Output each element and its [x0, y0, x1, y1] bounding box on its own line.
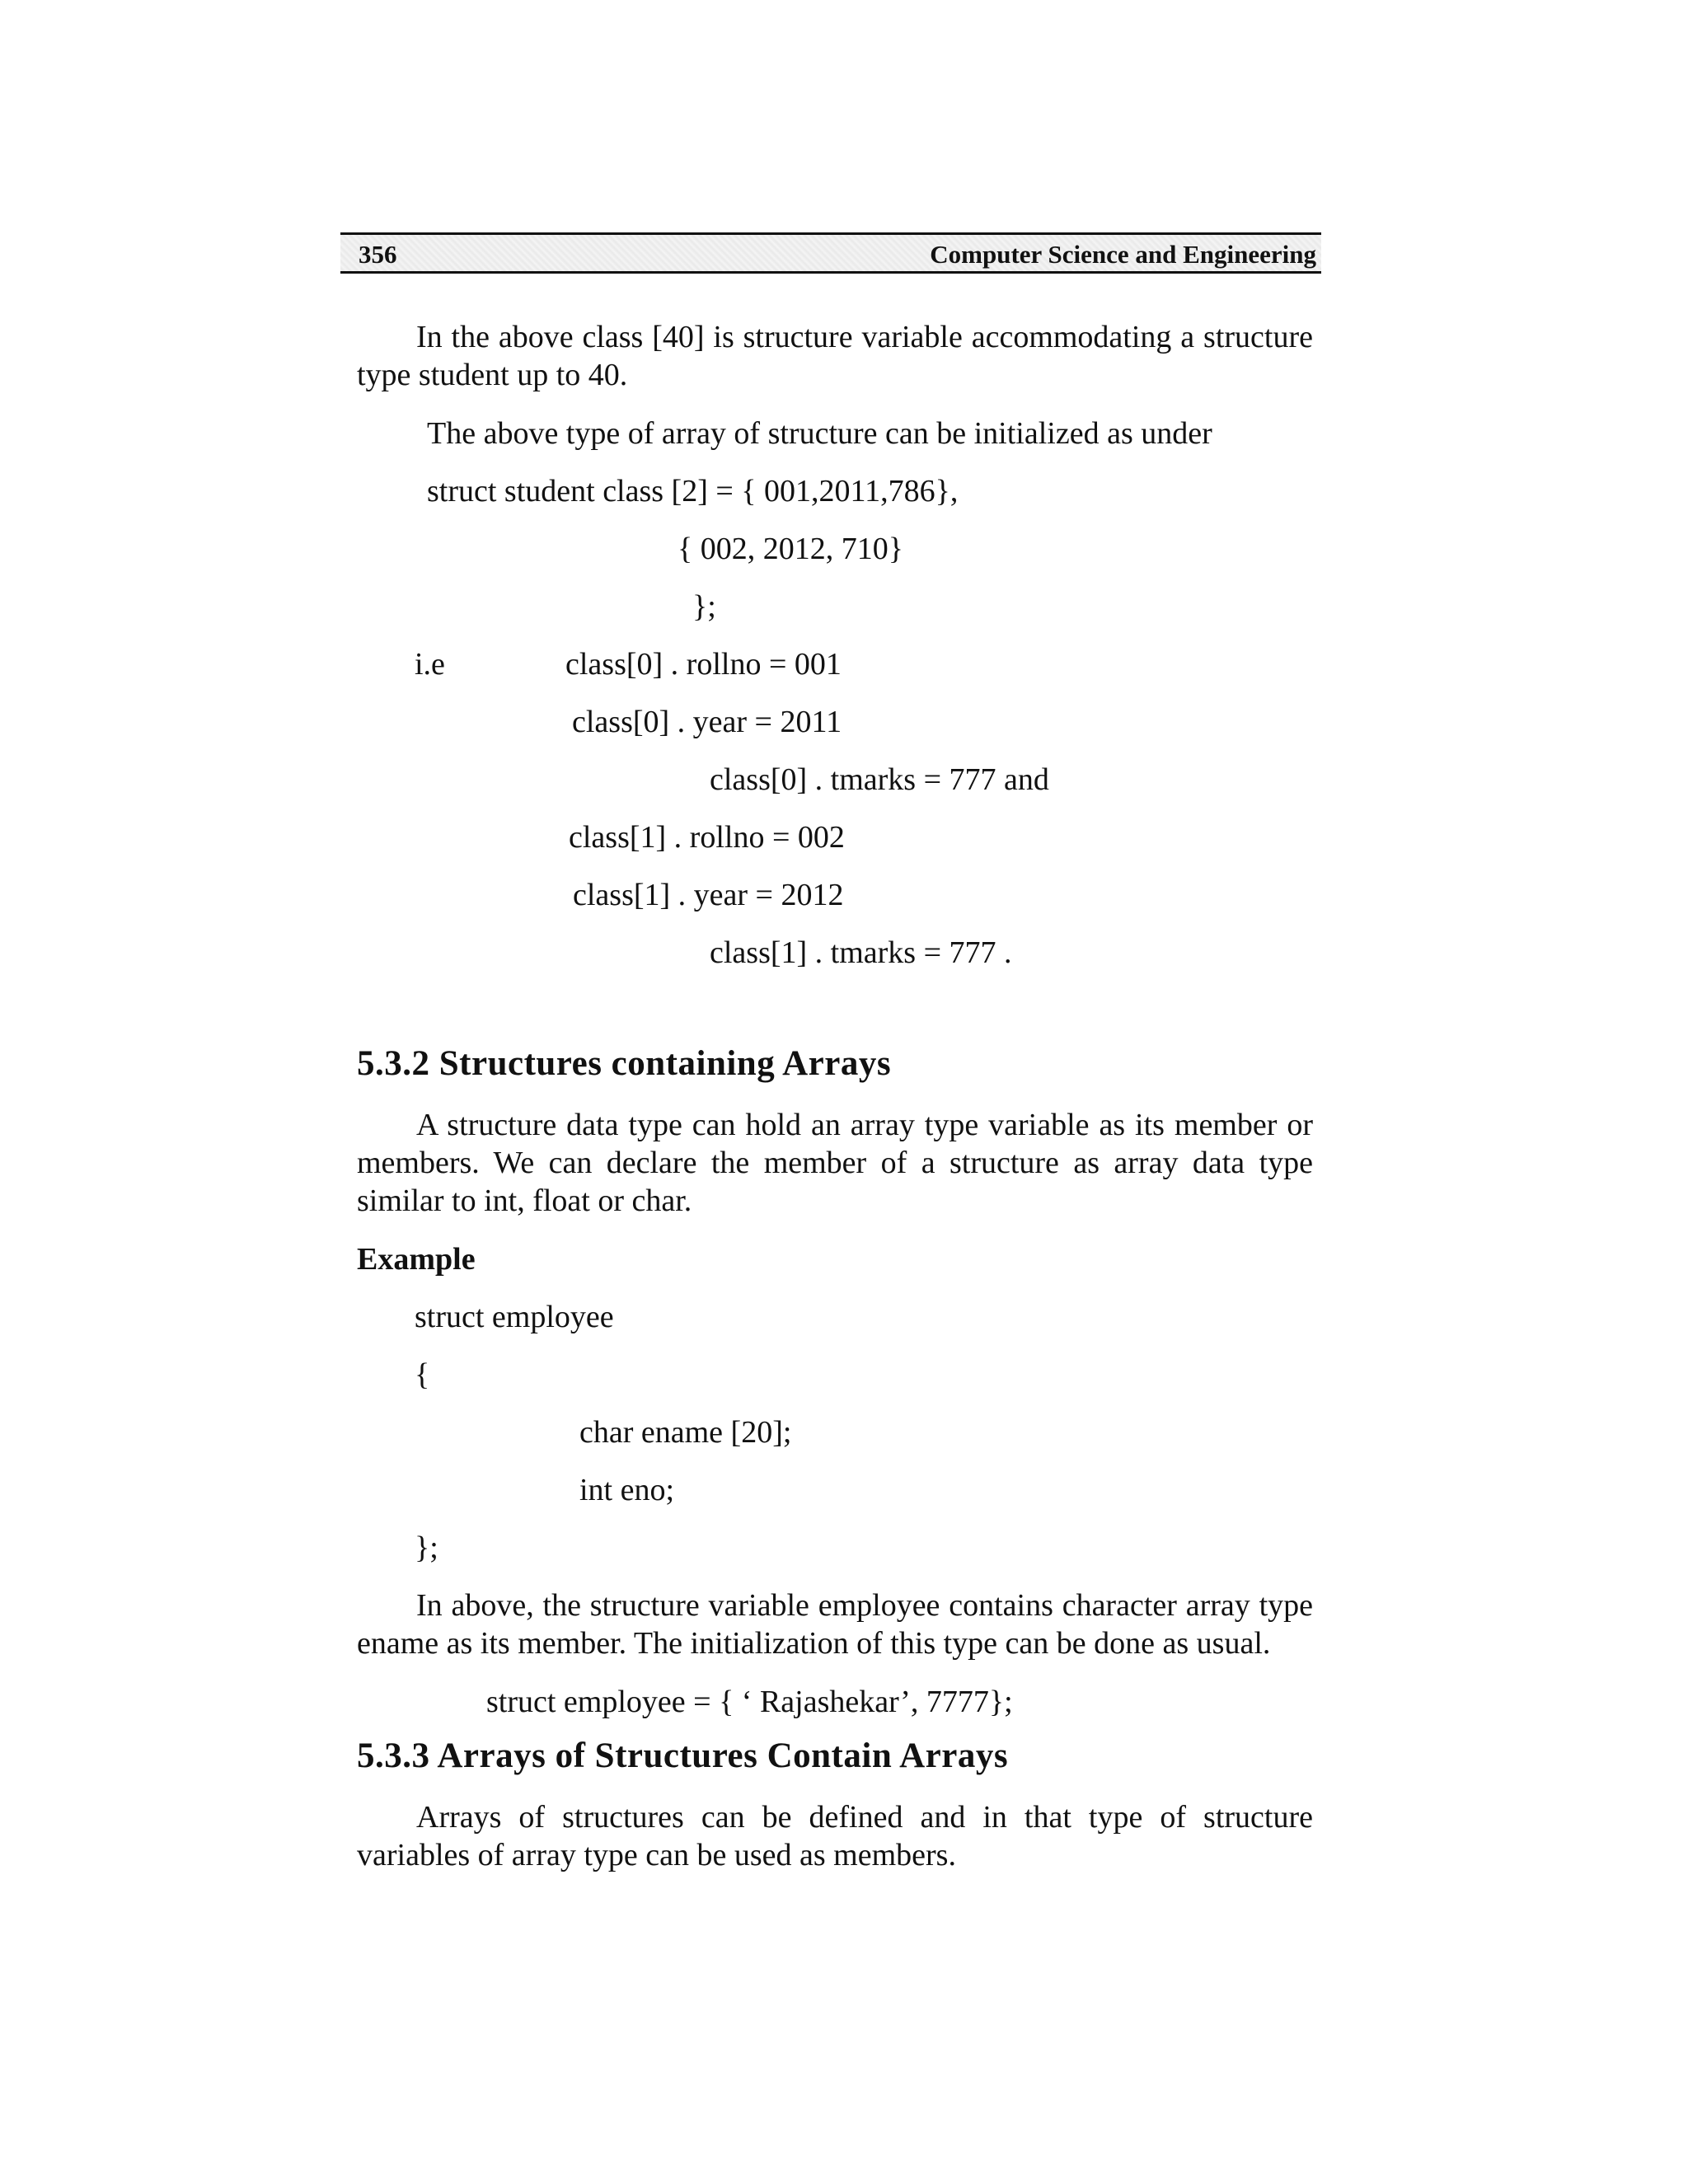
paragraph-structure-arrays: A structure data type can hold an array type variable as its member or members. We can declare the member of a structure as array data type similar to int, float or char.	[357, 1108, 1313, 1218]
ie-line-3: class[0] . tmarks = 777 and	[710, 762, 1049, 797]
code-employee-line-4: int eno;	[579, 1473, 675, 1507]
page-header	[340, 232, 1321, 274]
ie-line-2: class[0] . year = 2011	[572, 705, 842, 739]
example-label: Example	[357, 1242, 476, 1277]
code-employee-line-5: };	[415, 1530, 438, 1565]
code-init-line-1: struct student class [2] = { 001,2011,786},	[427, 474, 959, 509]
paragraph-arrays-of-structures: Arrays of structures can be defined and in that type of structure variables of array type can be used as members.	[357, 1800, 1313, 1872]
code-employee-init: struct employee = { ‘ Rajashekar’, 7777};	[486, 1685, 1013, 1719]
code-init-line-2: { 002, 2012, 710}	[678, 532, 903, 566]
code-employee-line-3: char ename [20];	[579, 1415, 792, 1450]
paragraph-employee-explanation: In above, the structure variable employee contains character array type ename as its member. The initialization of this type can be done as usual.	[357, 1588, 1313, 1661]
ie-label: i.e	[415, 647, 445, 682]
ie-line-5: class[1] . year = 2012	[573, 878, 844, 912]
code-employee-line-1: struct employee	[415, 1300, 614, 1334]
paragraph-init-intro: The above type of array of structure can be initialized as under	[427, 416, 1212, 451]
ie-line-4: class[1] . rollno = 002	[569, 820, 845, 855]
running-title: Computer Science and Engineering	[930, 240, 1316, 269]
code-employee-line-2: {	[415, 1357, 430, 1392]
paragraph-class-array: In the above class [40] is structure variable accommodating a structure type student up to 40.	[357, 320, 1313, 392]
section-heading-5-3-3: 5.3.3 Arrays of Structures Contain Arrays	[357, 1736, 1009, 1775]
ie-line-1: class[0] . rollno = 001	[565, 647, 842, 682]
page-number: 356	[359, 240, 397, 269]
ie-line-6: class[1] . tmarks = 777 .	[710, 935, 1012, 970]
section-heading-5-3-2: 5.3.2 Structures containing Arrays	[357, 1044, 892, 1083]
code-init-line-3: };	[692, 589, 716, 624]
